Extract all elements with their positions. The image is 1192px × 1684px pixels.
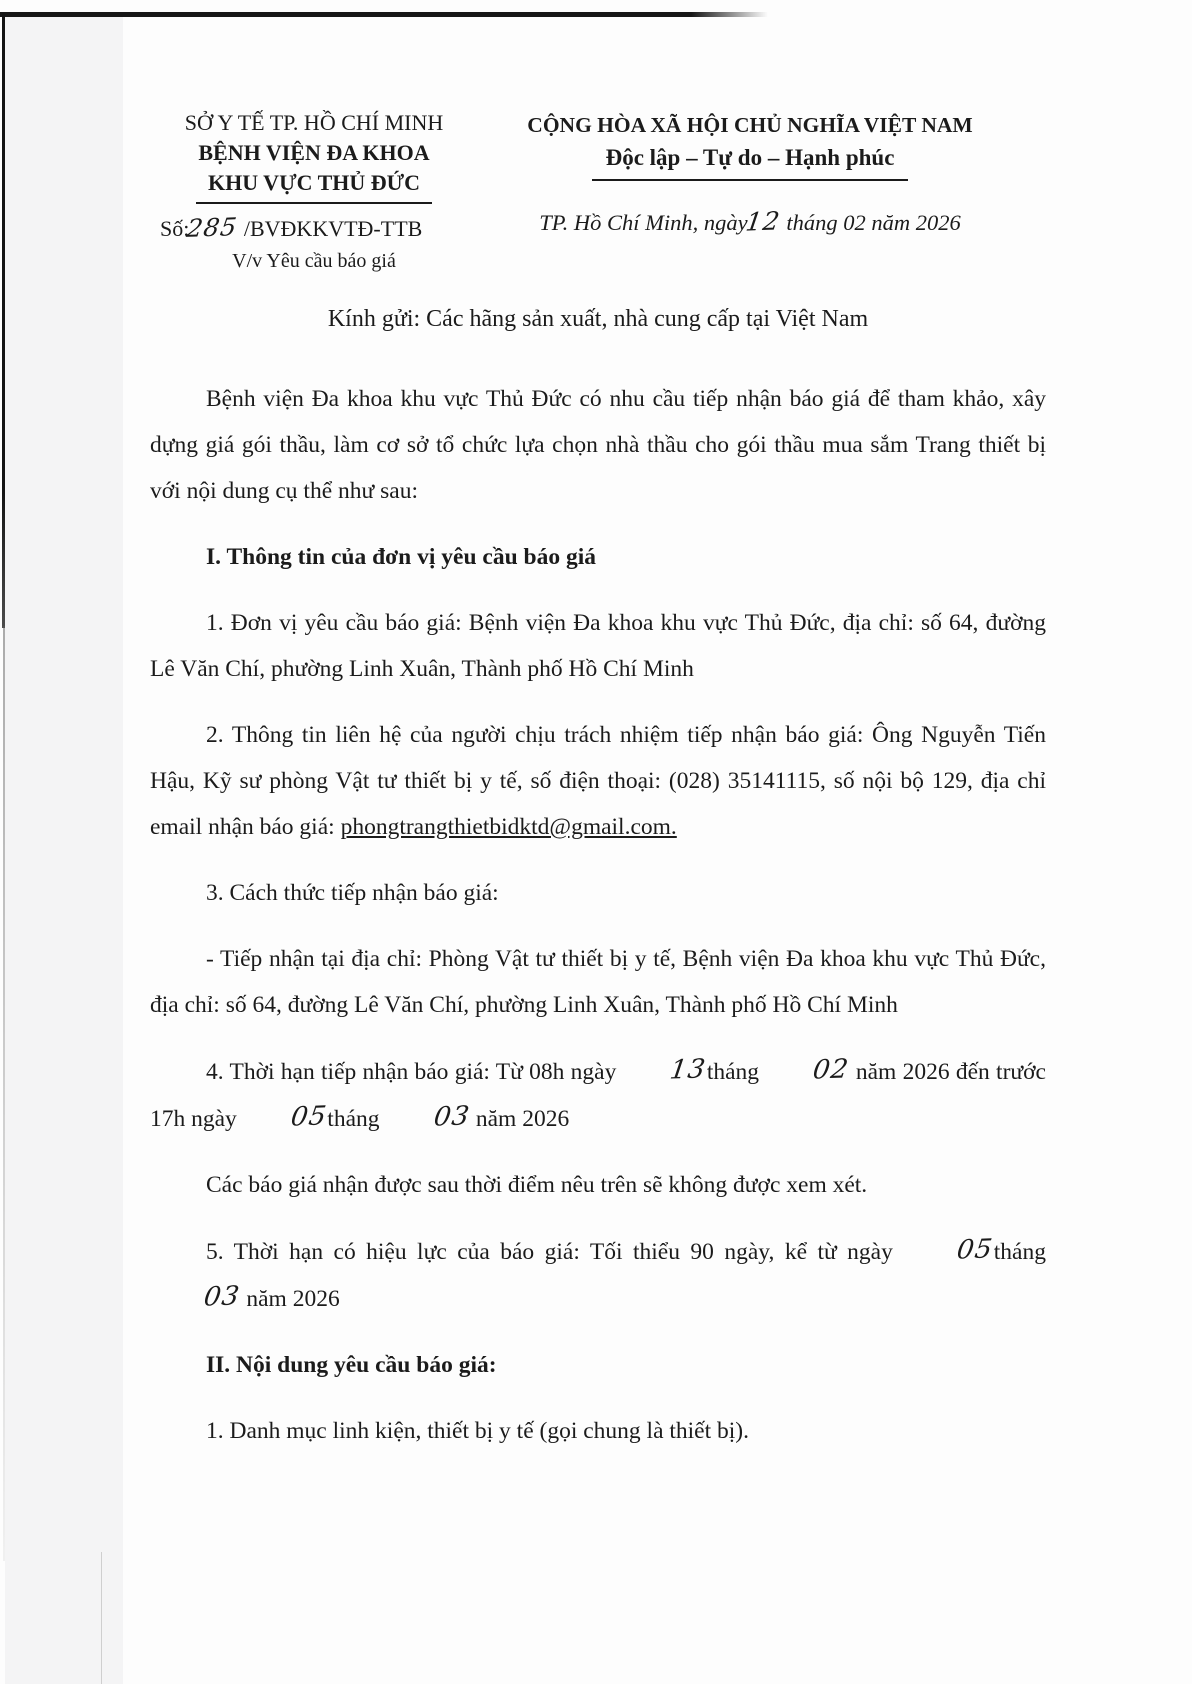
scan-edge-left [2, 13, 5, 628]
receive-address-paragraph: - Tiếp nhận tại địa chỉ: Phòng Vật tư thiết bị y tế, Bệnh viện Đa khoa khu vực Thủ Đức, địa chỉ: số 64, đường Lê Văn Chí, phường Linh Xuân, Thành phố Hồ Chí Minh [150, 946, 1046, 1018]
item-5-text-3: năm 2026 [246, 1286, 340, 1312]
scan-margin-shade [5, 17, 123, 1684]
document-number [160, 213, 468, 244]
hospital-name: BỆNH VIỆN ĐA KHOA [198, 140, 430, 165]
item-4-text-4: tháng [327, 1106, 380, 1132]
issuing-org-block [160, 108, 468, 276]
item-3-paragraph: 3. Cách thức tiếp nhận báo giá: [206, 880, 499, 906]
item-4-text-2: tháng [706, 1059, 760, 1085]
item-4-paragraph [150, 1048, 1046, 1142]
date-prefix: TP. Hồ Chí Minh, ngày [539, 210, 748, 235]
item-4-text-5: năm 2026 [475, 1106, 570, 1132]
item-4-text-3: năm 2026 đến trước 17h ngày [150, 1059, 1046, 1132]
hospital-name-line2: KHU VỰC THỦ ĐỨC [196, 168, 432, 204]
scan-edge-left-faint [3, 626, 5, 1561]
item-2-text: 2. Thông tin liên hệ của người chịu trách nhiệm tiếp nhận báo giá: Ông Nguyễn Tiến Hậu, Kỹ sư phòng Vật tư thiết bị y tế, số điện thoại: (028) 35141115, số nội bộ 129, địa chỉ email nhận báo giá: [150, 722, 1046, 840]
scan-edge-top [0, 12, 768, 17]
item-5-month-handwritten: 03 [201, 1281, 242, 1313]
letter-body [150, 302, 1046, 1454]
email-address: phongtrangthietbidktd@gmail.com. [340, 814, 677, 840]
item-4-text-1: 4. Thời hạn tiếp nhận báo giá: Từ 08h ngày [206, 1059, 617, 1085]
salutation: Kính gửi: Các hãng sản xuất, nhà cung cấp tại Việt Nam [327, 306, 869, 332]
item-2-paragraph [150, 712, 1046, 850]
section-1-heading: I. Thông tin của đơn vị yêu cầu báo giá [206, 544, 596, 570]
date-line [470, 207, 1030, 238]
intro-paragraph: Bệnh viện Đa khoa khu vực Thủ Đức có nhu cầu tiếp nhận báo giá để tham khảo, xây dựng giá gói thầu, làm cơ sở tổ chức lựa chọn nhà thầu cho gói thầu mua sắm Trang thiết bị với nội dung cụ thể như sau: [150, 386, 1046, 504]
note-paragraph: Các báo giá nhận được sau thời điểm nêu trên sẽ không được xem xét. [206, 1172, 868, 1198]
item-5-paragraph [150, 1228, 1046, 1322]
date-day-handwritten: 12 [743, 206, 782, 237]
national-motto: Độc lập – Tự do – Hạnh phúc [592, 143, 909, 181]
item-5-day-handwritten: 05 [955, 1234, 996, 1266]
scan-fold-line [101, 1552, 102, 1684]
item-6-paragraph: 1. Danh mục linh kiện, thiết bị y tế (gọi chung là thiết bị). [206, 1418, 750, 1444]
item-4-month-2-handwritten: 03 [431, 1101, 472, 1133]
national-title: CỘNG HÒA XÃ HỘI CHỦ NGHĨA VIỆT NAM [527, 113, 973, 137]
item-4-month-1-handwritten: 02 [810, 1054, 851, 1086]
item-5-text-2: tháng [993, 1239, 1046, 1265]
item-5-text-1: 5. Thời hạn có hiệu lực của báo giá: Tối thiểu 90 ngày, kể từ ngày [206, 1239, 893, 1265]
doc-number-handwritten: 285 [185, 212, 240, 243]
doc-number-prefix: Số: [160, 216, 190, 241]
item-4-day-2-handwritten: 05 [288, 1101, 329, 1133]
parent-org-name: SỞ Y TẾ TP. HỒ CHÍ MINH [184, 110, 444, 135]
section-2-heading: II. Nội dung yêu cầu báo giá: [206, 1352, 497, 1378]
item-1-paragraph: 1. Đơn vị yêu cầu báo giá: Bệnh viện Đa khoa khu vực Thủ Đức, địa chỉ: số 64, đường Lê Văn Chí, phường Linh Xuân, Thành phố Hồ Chí Minh [150, 610, 1046, 682]
national-header-block [470, 110, 1030, 238]
item-4-day-1-handwritten: 13 [668, 1054, 709, 1086]
date-suffix: tháng 02 năm 2026 [786, 210, 961, 235]
document-subject: V/v Yêu cầu báo giá [232, 250, 396, 272]
doc-number-suffix: /BVĐKKVTĐ-TTB [243, 216, 423, 241]
